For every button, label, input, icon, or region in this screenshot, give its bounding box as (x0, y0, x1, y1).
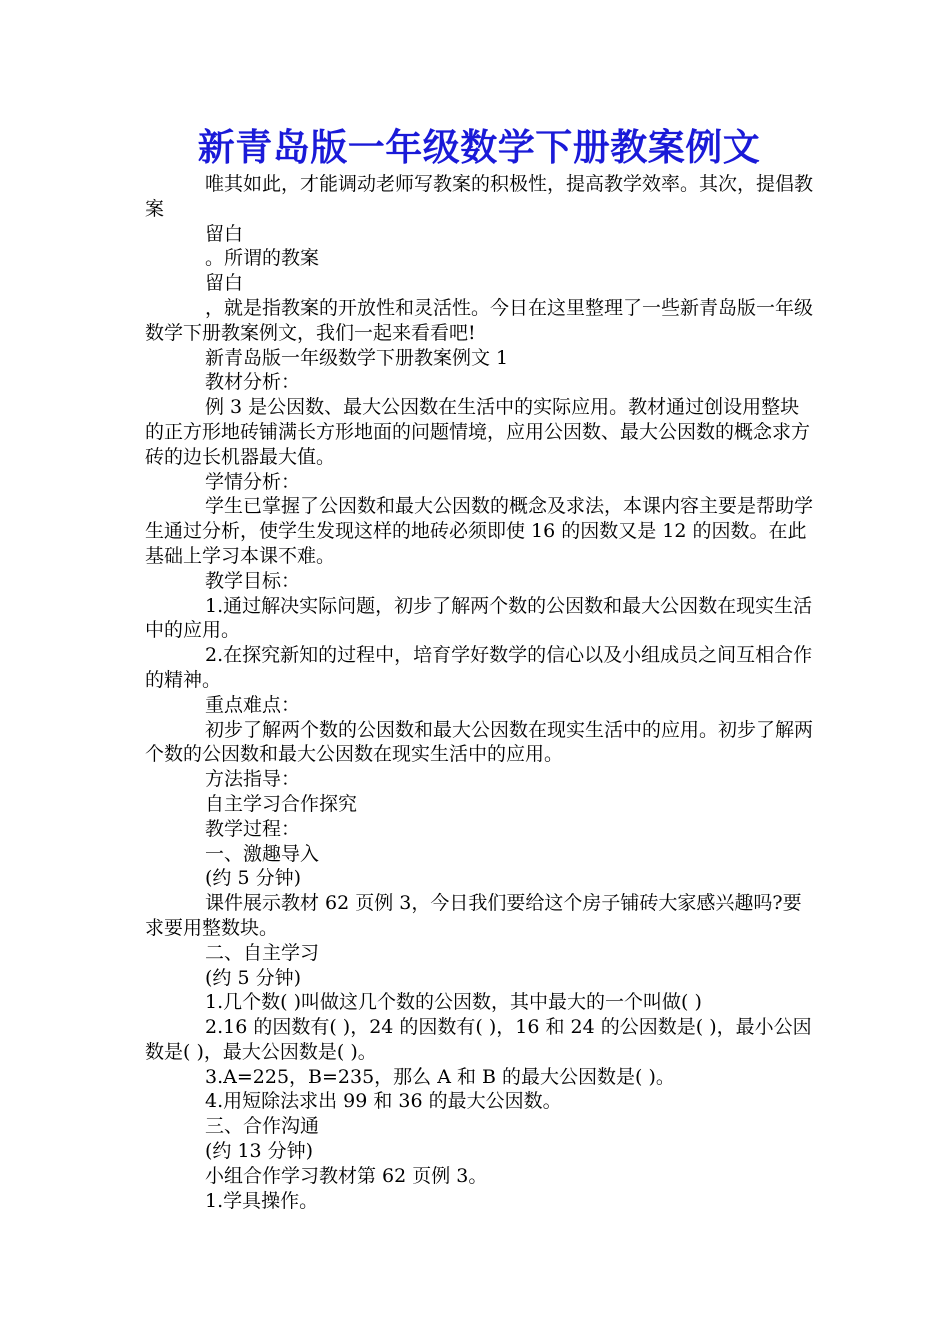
paragraph: 1.学具操作。 (205, 1189, 319, 1212)
paragraph: (约 13 分钟) (205, 1140, 314, 1163)
paragraph: ，就是指教案的开放性和灵活性。今日在这里整理了一些新青岛版一年级数学下册教案例文，我们一起来看看吧! (145, 296, 814, 344)
paragraph: 教材分析： (205, 371, 301, 394)
paragraph: 一、激趣导入 (205, 842, 320, 865)
paragraph: 小组合作学习教材第 62 页例 3。 (205, 1164, 488, 1187)
paragraph: 学情分析： (205, 470, 301, 493)
paragraph: 1.几个数( )叫做这几个数的公因数，其中最大的一个叫做( ) (205, 991, 702, 1014)
paragraph: 2.16 的因数有( )，24 的因数有( )，16 和 24 的公因数是( )，最小公因数是( )，最大公因数是( )。 (145, 1016, 812, 1063)
document-body (145, 122, 813, 1213)
paragraph: 唯其如此，才能调动老师写教案的积极性，提高教学效率。其次，提倡教案 (145, 173, 814, 220)
paragraph: 自主学习合作探究 (205, 792, 358, 815)
paragraph: 初步了解两个数的公因数和最大公因数在现实生活中的应用。初步了解两个数的公因数和最大公因数在现实生活中的应用。 (145, 718, 814, 766)
paragraph: 教学目标： (205, 569, 301, 592)
paragraph: 重点难点： (205, 693, 301, 716)
paragraph: 方法指导： (205, 768, 301, 791)
paragraph: 。所谓的教案 (205, 247, 320, 270)
paragraph: 3.A=225，B=235，那么 A 和 B 的最大公因数是( )。 (205, 1065, 675, 1088)
document-title: 新青岛版一年级数学下册教案例文 (197, 126, 761, 169)
paragraph: (约 5 分钟) (205, 867, 301, 890)
paragraph: 1.通过解决实际问题，初步了解两个数的公因数和最大公因数在现实生活中的应用。 (145, 594, 813, 642)
paragraph: 三、合作沟通 (205, 1115, 320, 1138)
paragraph: 4.用短除法求出 99 和 36 的最大公因数。 (205, 1090, 562, 1113)
paragraph: 留白 (205, 222, 244, 245)
paragraph: 课件展示教材 62 页例 3，今日我们要给这个房子铺砖大家感兴趣吗?要求要用整数块。 (145, 892, 802, 939)
paragraph-list (145, 172, 813, 1213)
paragraph: 留白 (205, 272, 244, 295)
paragraph: 二、自主学习 (205, 941, 320, 964)
paragraph: 学生已掌握了公因数和最大公因数的概念及求法，本课内容主要是帮助学生通过分析，使学生发现这样的地砖必须即使 16 的因数又是 12 的因数。在此基础上学习本课不难。 (145, 495, 814, 567)
paragraph: 2.在探究新知的过程中，培育学好数学的信心以及小组成员之间互相合作的精神。 (145, 644, 813, 691)
paragraph: 新青岛版一年级数学下册教案例文 1 (205, 346, 509, 369)
paragraph: 教学过程： (205, 817, 301, 840)
paragraph: 例 3 是公因数、最大公因数在生活中的实际应用。教材通过创设用整块的正方形地砖铺满长方形地面的问题情境，应用公因数、最大公因数的概念求方砖的边长机器最大值。 (145, 396, 811, 468)
paragraph: (约 5 分钟) (205, 966, 301, 989)
